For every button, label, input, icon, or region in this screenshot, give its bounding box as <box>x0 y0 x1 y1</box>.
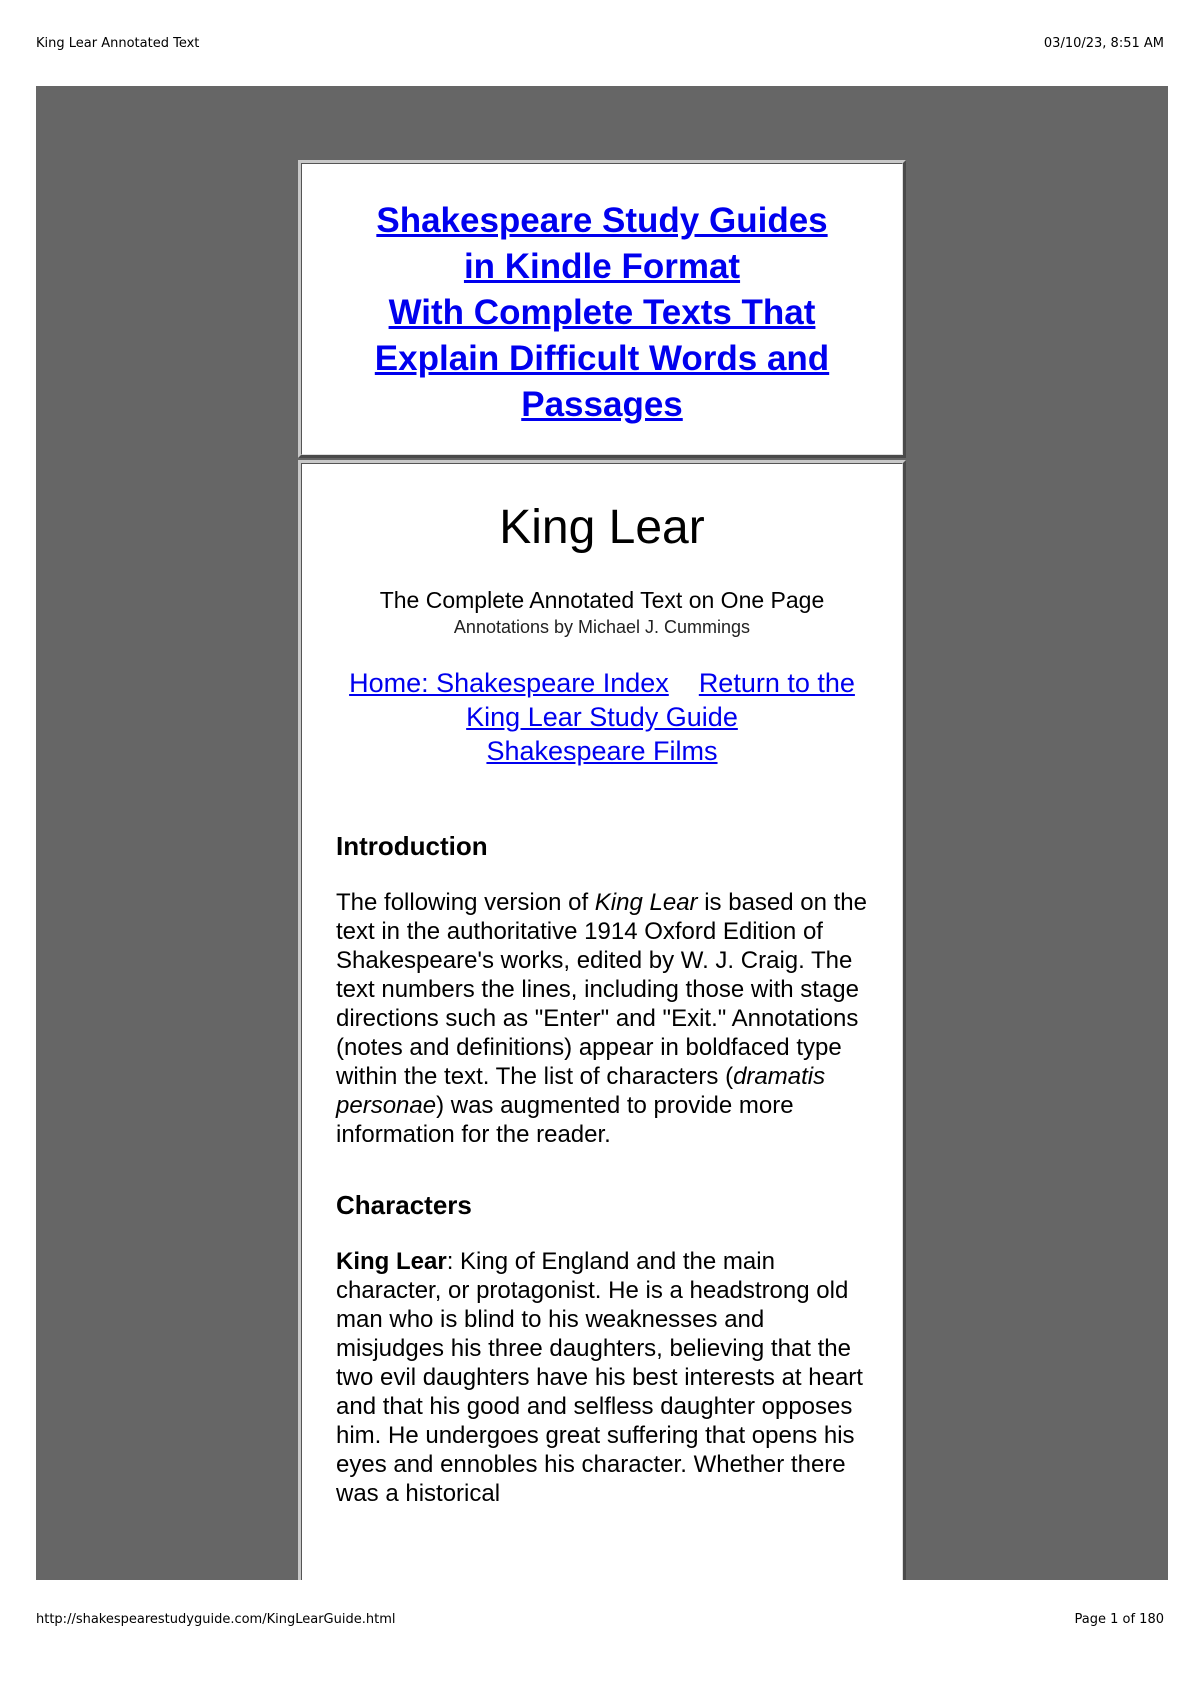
main-content-panel <box>298 460 906 1580</box>
return-study-guide-link[interactable]: Return to the King Lear Study Guide <box>466 668 855 732</box>
introduction-heading: Introduction <box>336 831 488 861</box>
page-subtitle: The Complete Annotated Text on One Page <box>379 587 825 613</box>
character-desc-king-lear: : King of England and the main character, or protagonist. He is a headstrong old man who is blind to his weaknesses and misjudges his three daughters, believing that the two evil daughters have his best interests at heart and that his good and selfless daughter opposes him. He undergoes great suffering that opens his eyes and ennobles his character. Whether there was a historical <box>336 1248 863 1507</box>
print-footer <box>36 1612 1164 1627</box>
page-title: King Lear <box>499 501 705 554</box>
kindle-study-guides-link[interactable] <box>302 164 902 428</box>
intro-dramatis-italic: dramatis personae <box>336 1063 826 1119</box>
banner-line-5: Passages <box>521 385 683 424</box>
introduction-section <box>302 830 902 1508</box>
characters-heading: Characters <box>336 1190 472 1220</box>
nav-links <box>302 666 902 768</box>
print-header-datetime: 03/10/23, 8:51 AM <box>1043 36 1164 51</box>
character-king-lear <box>336 1247 868 1508</box>
print-header <box>36 36 1164 51</box>
banner-line-4: Explain Difficult Words and <box>374 339 830 378</box>
page-byline: Annotations by Michael J. Cummings <box>453 617 751 637</box>
print-header-title: King Lear Annotated Text <box>36 36 200 51</box>
kindle-banner-panel <box>298 160 906 458</box>
banner-line-1: Shakespeare Study Guides <box>376 201 828 240</box>
print-footer-page: Page 1 of 180 <box>1074 1612 1164 1627</box>
intro-title-italic: King Lear <box>594 889 698 916</box>
page-background <box>36 86 1168 1580</box>
character-name-king-lear: King Lear <box>336 1248 447 1275</box>
home-shakespeare-index-link[interactable]: Home: Shakespeare Index <box>349 668 669 698</box>
intro-text-3: ) was augmented to provide more information for the reader. <box>336 1092 794 1148</box>
banner-line-3: With Complete Texts That <box>388 293 816 332</box>
banner-line-2: in Kindle Format <box>463 247 741 286</box>
intro-text-1: The following version of <box>336 889 595 916</box>
shakespeare-films-link[interactable]: Shakespeare Films <box>486 736 718 766</box>
introduction-paragraph <box>336 888 868 1149</box>
print-footer-url: http://shakespearestudyguide.com/KingLearGuide.html <box>36 1612 396 1627</box>
intro-text-2: is based on the text in the authoritative 1914 Oxford Edition of Shakespeare's works, edited by W. J. Craig. The text numbers the lines, including those with stage directions such as "Enter" and "Exit." Annotations (notes and definitions) appear in boldfaced type within the text. The list of characters ( <box>336 889 867 1090</box>
